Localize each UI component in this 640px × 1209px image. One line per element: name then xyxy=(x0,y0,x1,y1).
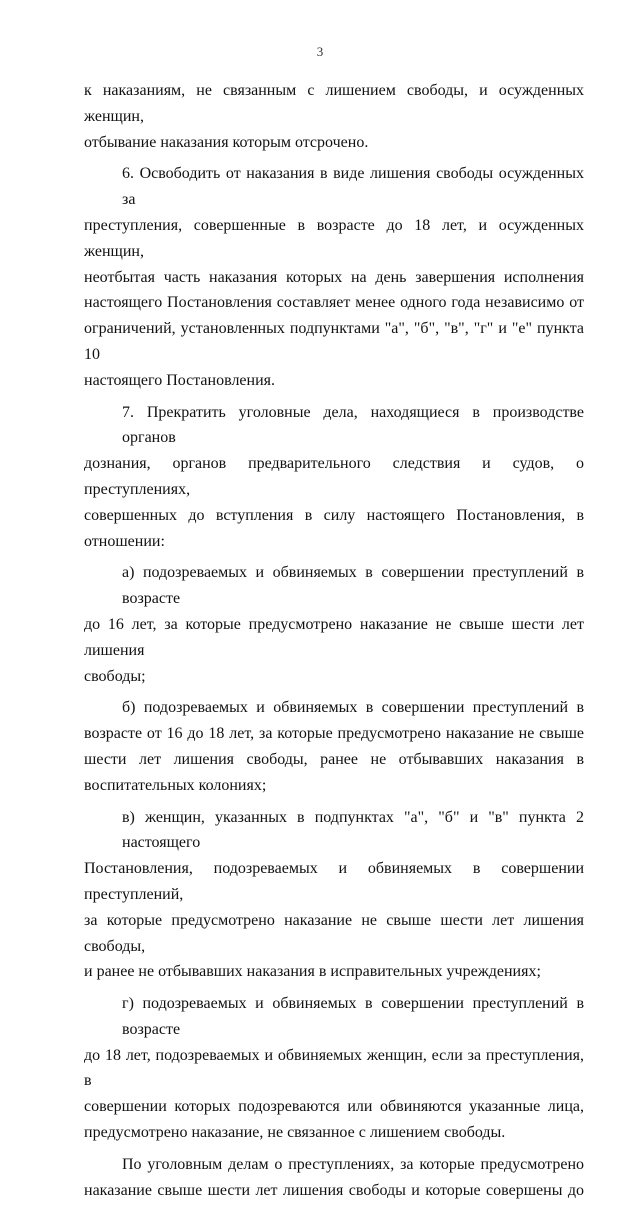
text-line: По уголовным делам о преступлениях, за которые предусмотрено xyxy=(122,1155,584,1173)
subparagraph-g xyxy=(84,991,584,1146)
text-line: шести лет лишения свободы, ранее не отбывавших наказания в xyxy=(84,750,584,768)
text-line: предусмотрено наказание, не связанное с лишением свободы. xyxy=(84,1124,506,1142)
text-line: ограничений, установленных подпунктами "а", "б", "в", "г" и "е" пункта 10 xyxy=(84,320,584,363)
text-line: в) женщин, указанных в подпунктах "а", "б" и "в" пункта 2 настоящего xyxy=(122,808,584,852)
text-line: отбывание наказания которым отсрочено. xyxy=(84,133,369,151)
text-line: дознания, органов предварительного следствия и судов, о преступлениях, xyxy=(84,455,584,498)
subparagraph-b xyxy=(84,695,584,798)
paragraph-criminal-cases xyxy=(84,1152,584,1204)
paragraph-item-7 xyxy=(84,400,584,555)
text-line: б) подозреваемых и обвиняемых в совершении преступлений в xyxy=(122,699,584,717)
paragraph-item-6 xyxy=(84,161,584,393)
text-line: 7. Прекратить уголовные дела, находящиеся в производстве органов xyxy=(122,403,584,447)
text-line: неотбытая часть наказания которых на день завершения исполнения xyxy=(84,268,584,286)
text-line: и ранее не отбывавших наказания в исправительных учреждениях; xyxy=(84,963,541,981)
text-line: воспитательных колониях; xyxy=(84,776,267,794)
text-line: преступления, совершенные в возрасте до 18 лет, и осужденных женщин, xyxy=(84,216,584,260)
text-line: наказание свыше шести лет лишения свободы и которые совершены до xyxy=(84,1181,584,1199)
text-line: к наказаниям, не связанным с лишением свободы, и осужденных женщин, xyxy=(84,82,584,125)
text-line: настоящего Постановления. xyxy=(84,371,276,389)
text-line: до 16 лет, за которые предусмотрено наказание не свыше шести лет лишения xyxy=(84,615,584,659)
page-number: 3 xyxy=(316,44,324,59)
text-line: г) подозреваемых и обвиняемых в совершении преступлений в возрасте xyxy=(122,995,584,1038)
text-line: возрасте от 16 до 18 лет, за которые предусмотрено наказание не свыше xyxy=(84,725,584,743)
text-line: Постановления, подозреваемых и обвиняемых в совершении преступлений, xyxy=(84,860,584,903)
subparagraph-a xyxy=(84,560,584,689)
text-line: 6. Освободить от наказания в виде лишения свободы осужденных за xyxy=(122,165,584,209)
text-line: совершении которых подозреваются или обвиняются указанные лица, xyxy=(84,1098,584,1116)
text-line: а) подозреваемых и обвиняемых в совершении преступлений в возрасте xyxy=(122,564,584,608)
paragraph-continuation xyxy=(84,78,584,155)
text-line: свободы; xyxy=(84,667,146,685)
subparagraph-v xyxy=(84,805,584,986)
text-line: совершенных до вступления в силу настоящего Постановления, в отношении: xyxy=(84,506,584,550)
text-line: до 18 лет, подозреваемых и обвиняемых женщин, если за преступления, в xyxy=(84,1046,584,1090)
text-line: настоящего Постановления составляет менее одного года независимо от xyxy=(84,294,584,312)
text-line: за которые предусмотрено наказание не свыше шести лет лишения свободы, xyxy=(84,911,584,955)
document-body xyxy=(84,78,584,1209)
